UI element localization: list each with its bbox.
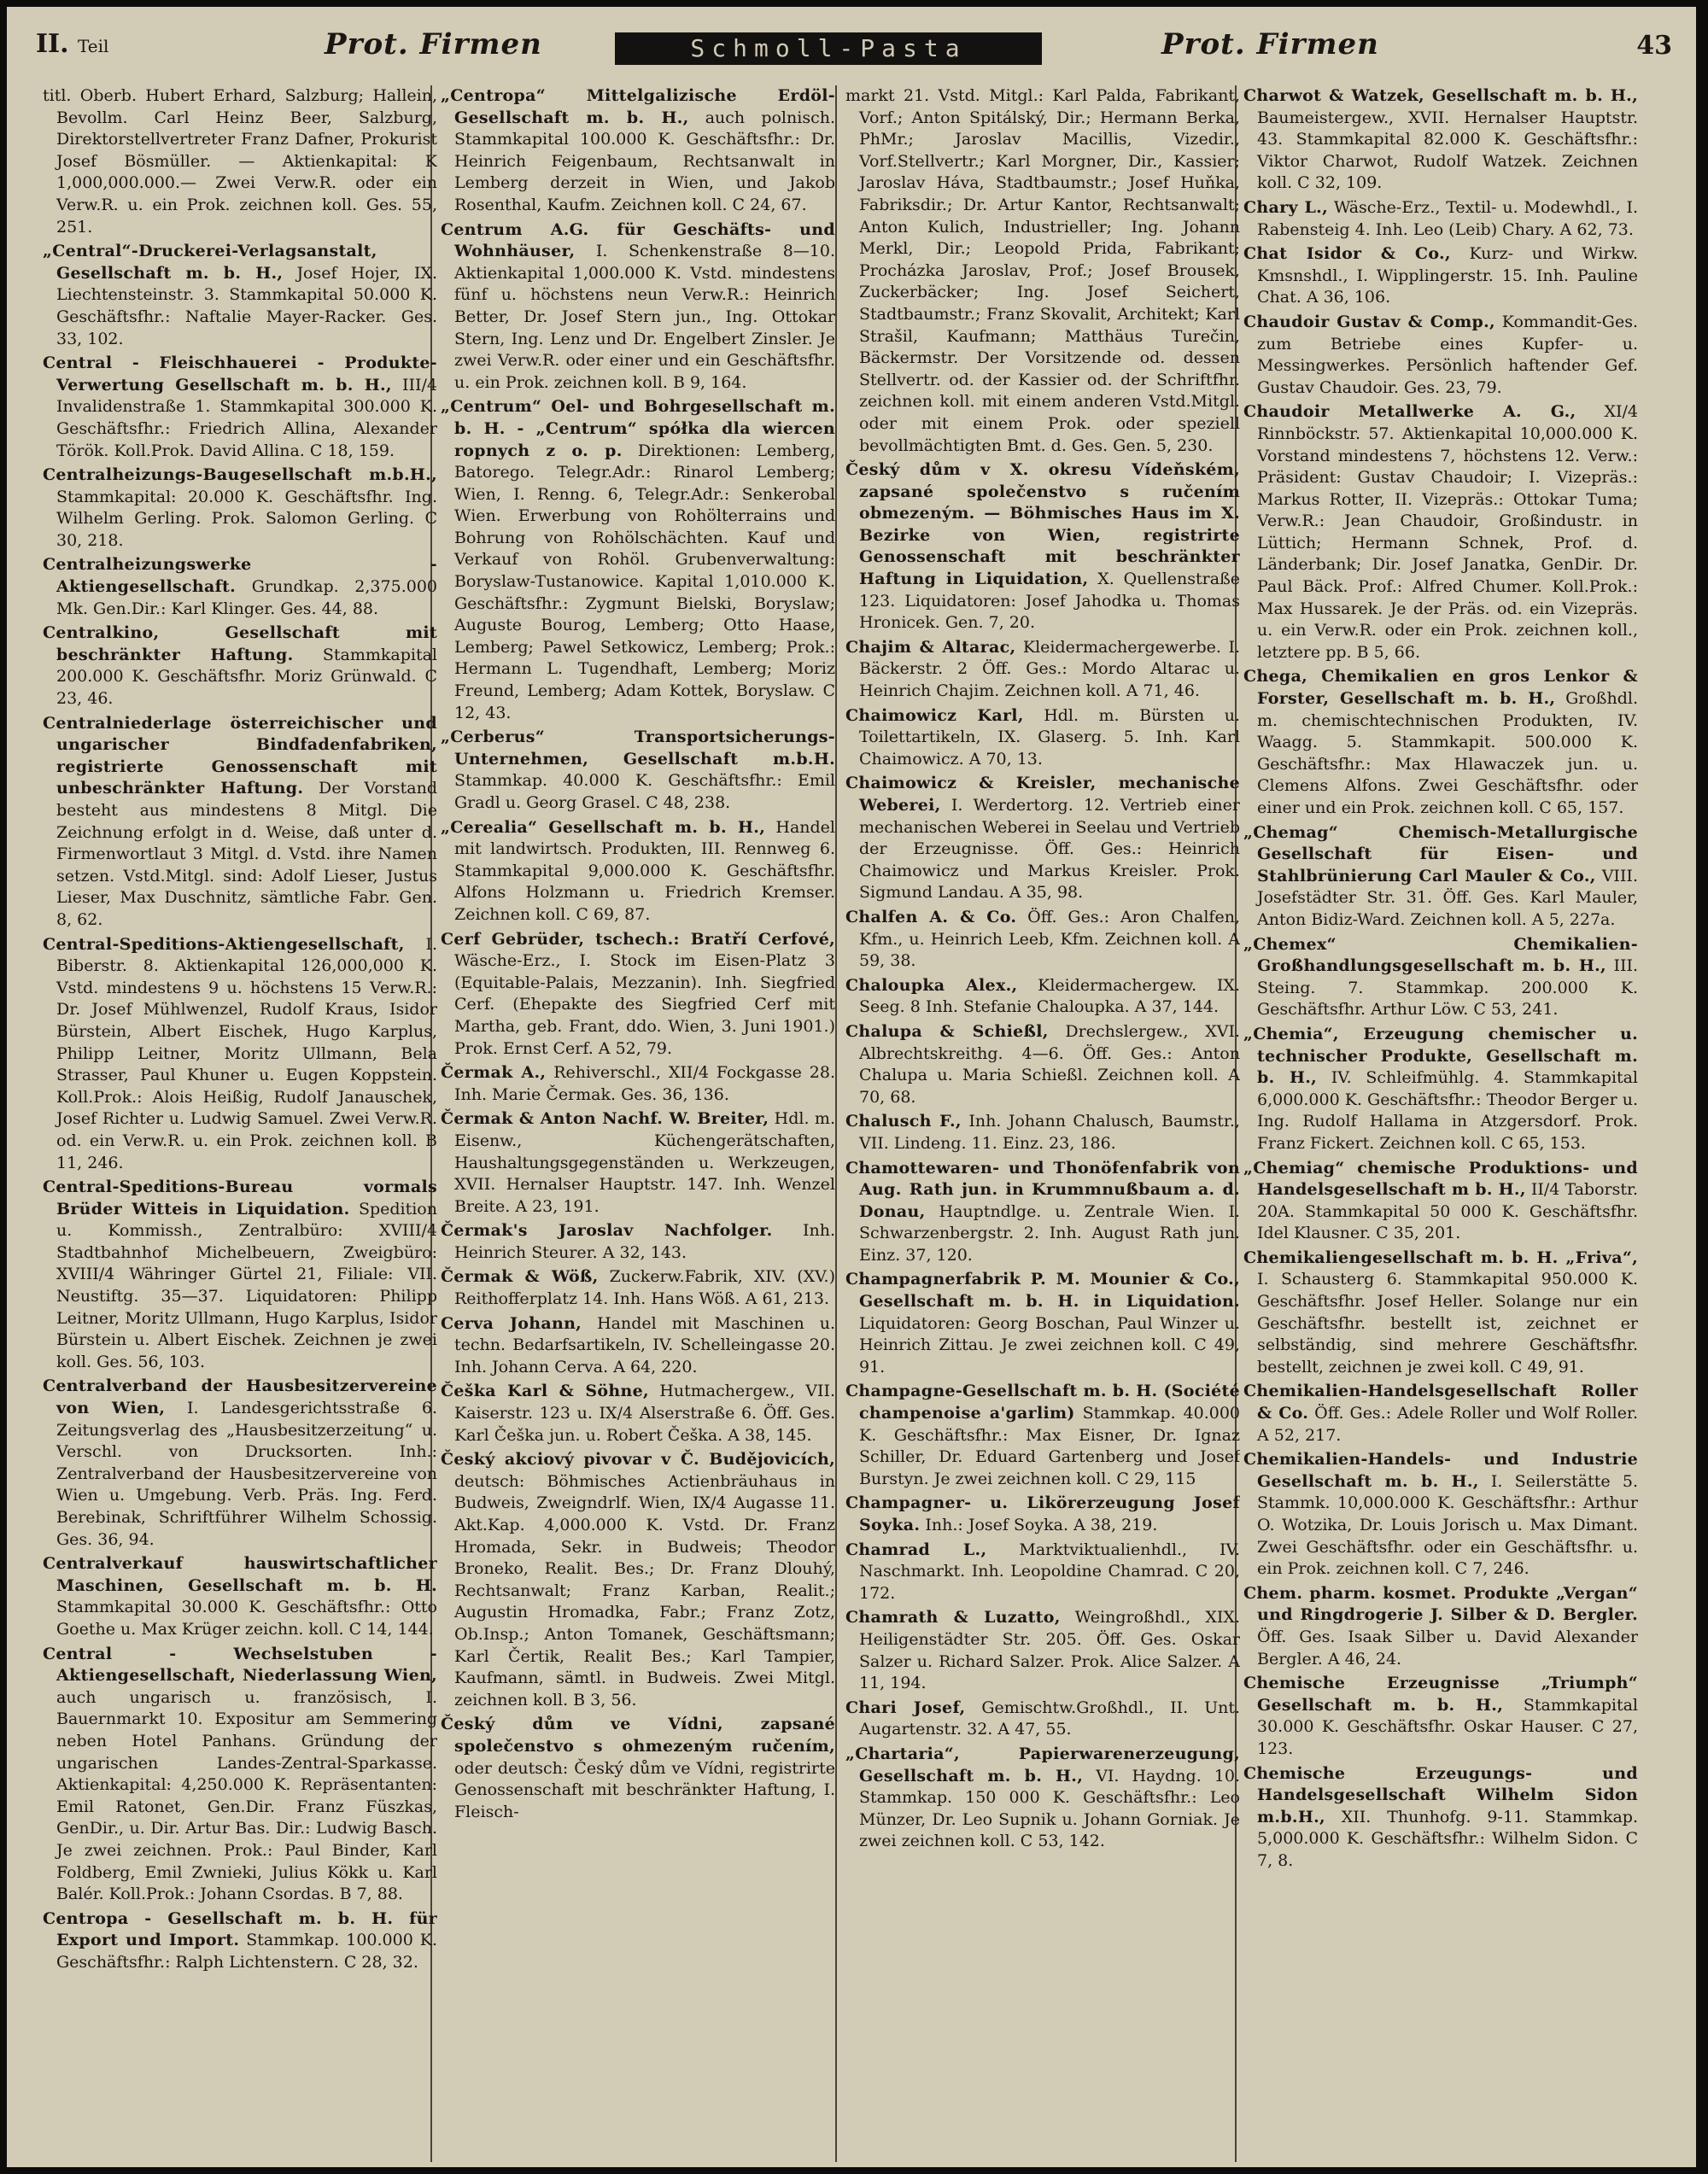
firm-name: Chamottewaren- und Thonöfenfabrik von Aug. Rath jun. in Krummnußbaum a. d. Donau,	[845, 1158, 1240, 1221]
directory-entry	[43, 1644, 437, 1906]
firm-details: Inh. Heinrich Steurer. A 32, 143.	[454, 1221, 835, 1262]
firm-details: Der Vorstand besteht aus mindestens 8 Mitgl. Die Zeichnung erfolgt in d. Weise, daß unter d. Firmenwortlaut 3 Mitgl. d. Vstd. ihre Namen setzen. Vstd.Mitgl. sind: Adolf Lieser, Justus Lieser, Max Duschnitz, sämtliche Fabr. Gen. 8, 62.	[56, 779, 437, 929]
firm-name: Central - Wechselstuben - Aktiengesellschaft, Niederlassung Wien,	[43, 1644, 437, 1686]
directory-entry	[43, 713, 437, 932]
directory-entry	[845, 907, 1240, 973]
firm-details: Großhdl. m. chemischtechnischen Produkten, IV. Waagg. 5. Stammkapit. 500.000 K. Geschäftsfhr.: Max Hlawaczek jun. u. Clemens Alfons. Zwei Geschäftsfhr. oder einer und ein Prok. zeichnen koll. C 65, 157.	[1257, 689, 1638, 817]
firm-details: Grundkap. 2,375.000 Mk. Gen.Dir.: Karl Klinger. Ges. 44, 88.	[56, 577, 437, 618]
firm-details: I. Seilerstätte 5. Stammk. 10,000.000 K. Geschäftsfhr.: Arthur O. Wotzika, Dr. Louis Jorisch u. Max Dimant. Zwei Geschäftsfhr. oder ein Geschäftsfhr. u. ein Prok. zeichnen koll. C 7, 246.	[1257, 1471, 1638, 1579]
directory-entry	[441, 1062, 835, 1106]
directory-entry	[1243, 1673, 1638, 1760]
directory-entry	[845, 459, 1240, 634]
firm-details: Öff. Ges.: Adele Roller und Wolf Roller. A 52, 217.	[1257, 1404, 1638, 1445]
firm-name: Chaudoir Gustav & Comp.,	[1243, 312, 1495, 331]
directory-entry	[1243, 1024, 1638, 1155]
directory-entry	[1243, 197, 1638, 241]
directory-entry	[1243, 1158, 1638, 1245]
firm-name: Chajim & Altarac,	[845, 637, 1016, 657]
directory-entry	[43, 1553, 437, 1640]
firm-name: Centrum A.G. für Geschäfts- und Wohnhäuser,	[441, 219, 835, 261]
firm-name: Central - Fleischhauerei - Produkte-Verwertung Gesellschaft m. b. H.,	[43, 354, 437, 394]
directory-entry	[845, 85, 1240, 457]
directory-entry	[845, 1607, 1240, 1694]
firm-details: Hdl. m. Bürsten u. Toilettartikeln, IX. Glaserg. 5. Inh. Karl Chaimowicz. A 70, 13.	[859, 705, 1240, 768]
firm-name: Chalusch F.,	[845, 1112, 962, 1131]
firm-name: Centralverband der Hausbesitzervereine von Wien,	[43, 1376, 437, 1418]
directory-entry	[43, 934, 437, 1175]
firm-name: Chemikalien-Handels- und Industrie Gesellschaft m. b. H.,	[1243, 1450, 1638, 1491]
firm-details: auch polnisch. Stammkapital 100.000 K. Geschäftsfhr.: Dr. Heinrich Feigenbaum, Rechtsanwalt in Lemberg derzeit in Wien, und Jakob Rosenthal, Kaufm. Zeichnen koll. C 24, 67.	[454, 108, 835, 214]
firm-name: Charwot & Watzek, Gesellschaft m. b. H.,	[1243, 86, 1638, 105]
firm-name: Chega, Chemikalien en gros Lenkor & Forster, Gesellschaft m. b. H.,	[1243, 667, 1638, 709]
firm-details: deutsch: Böhmisches Actienbräuhaus in Budweis, Zweigndrlf. Wien, IX/4 Augasse 11. Akt.Kap. 4,000.000 K. Vstd. Dr. Franz Hromada, Sekr. in Budweis; Theodor Broneko, Realit. Bes.; Dr. Franz Dlouhý, Rechtsanwalt; Franz Karban, Realit.; Augustin Hromadka, Fabr.; Franz Zotz, Ob.Insp.; Anton Tomanek, Geschäftsmann; Karl Čertik, Realit Bes.; Karl Tampier, Kaufmann, sämtl. in Budweis. Zwei Mitgl. zeichnen koll. B 3, 56.	[454, 1471, 835, 1709]
directory-entry	[845, 1111, 1240, 1154]
directory-entry	[441, 817, 835, 926]
firm-name: Champagnerfabrik P. M. Mounier & Co., Gesellschaft m. b. H. in Liquidation.	[845, 1270, 1240, 1312]
directory-entry	[441, 219, 835, 394]
firm-details: Kurz- und Wirkw. Kmsnshdl., I. Wipplingerstr. 15. Inh. Pauline Chat. A 36, 106.	[1257, 244, 1638, 307]
firm-details: Öff. Ges. Isaak Silber u. David Alexander Bergler. A 46, 24.	[1257, 1627, 1638, 1668]
firm-name: Čermak & Wöß,	[441, 1267, 599, 1287]
firm-name: Central-Speditions-Bureau vormals Brüder Witteis in Liquidation.	[43, 1178, 437, 1218]
firm-name: „Chemiag“ chemische Produktions- und Handelsgesellschaft m b. H.,	[1243, 1158, 1638, 1200]
firm-details: VIII. Josefstädter Str. 31. Öff. Ges. Karl Mauler, Anton Bidiz-Ward. Zeichnen koll. A 5, 227a.	[1257, 866, 1638, 929]
directory-entry	[1243, 1763, 1638, 1873]
firm-details: Rehiverschl., XII/4 Fockgasse 28. Inh. Marie Čermak. Ges. 36, 136.	[454, 1063, 835, 1104]
firm-name: Centralniederlage österreichischer und ungarischer Bindfadenfabriken, registrierte Genossenschaft mit unbeschränkter Haftung.	[43, 713, 437, 798]
directory-entry	[845, 773, 1240, 904]
section-title-left: Prot. Firmen	[325, 27, 542, 61]
firm-name: „Chemia“, Erzeugung chemischer u. technischer Produkte, Gesellschaft m. b. H.,	[1243, 1024, 1638, 1088]
firm-details: Stammkap. 40.000 K. Geschäftsfhr.: Emil Gradl u. Georg Grasel. C 48, 238.	[454, 771, 835, 812]
firm-details: I. Schausterg 6. Stammkapital 950.000 K. Geschäftsfhr. Josef Heller. Solange nur ein Geschäftsfhr. bestellt ist, zeichnet er selbständig, sind mehrere Geschäftsfhr. bestellt, zeichnen je zwei koll. C 49, 91.	[1257, 1270, 1638, 1376]
firm-name: Central-Speditions-Aktiengesellschaft,	[43, 934, 405, 954]
directory-entry	[845, 1021, 1240, 1108]
page-number: 43	[1636, 31, 1672, 61]
firm-name: Chat Isidor & Co.,	[1243, 244, 1451, 264]
directory-entry	[845, 1158, 1240, 1267]
firm-details: Stammkap. 40.000 K. Geschäftsfhr.: Max Eisner, Dr. Ignaz Schiller, Dr. Eduard Gartenberg und Josef Burstyn. Je zwei zeichnen koll. C 29, 115	[859, 1404, 1240, 1488]
directory-entry	[43, 465, 437, 552]
firm-details: I. Biberstr. 8. Aktienkapital 126,000,000 K. Vstd. mindestens 9 u. höchstens 15 Verw.R.: Dr. Josef Mühlwenzel, Rudolf Kraus, Isidor Bürstein, Albert Eischek, Hugo Karplus, Philipp Leitner, Moritz Ullmann, Bela Strasser, Paul Khuner u. Eugen Koppstein. Koll.Prok.: Alois Heißig, Rudolf Janauschek, Josef Richter u. Ludwig Samuel. Zwei Verw.R. od. ein Verw.R. u. ein Prok. zeichnen koll. B 11, 246.	[56, 934, 437, 1172]
firm-details: III/4 Invalidenstraße 1. Stammkapital 300.000 K. Geschäftsfhr.: Friedrich Allina, Alexander Török. Koll.Prok. David Allina. C 18, 159.	[56, 375, 437, 460]
part-label: II. Teil	[36, 29, 109, 59]
firm-name: Centropa - Gesellschaft m. b. H. für Export und Import.	[43, 1908, 437, 1950]
directory-entry	[441, 1313, 835, 1379]
firm-name: „Chemex“ Chemikalien-Großhandlungsgesellschaft m. b. H.,	[1243, 934, 1638, 976]
firm-name: „Chemag“ Chemisch-Metallurgische Gesellschaft für Eisen- und Stahlbrünierung Carl Mauler & Co.,	[1243, 822, 1638, 885]
firm-name: Český dům ve Vídni, zapsané společenstvo s ohmezeným ručením,	[441, 1715, 835, 1756]
firm-details: Kommandit-Ges. zum Betriebe eines Kupfer- u. Messingwerkes. Persönlich haftender Gef. Gustav Chaudoir. Ges. 23, 79.	[1257, 312, 1638, 397]
firm-name: Cerva Johann,	[441, 1313, 582, 1333]
directory-entry	[43, 554, 437, 620]
directory-entry	[441, 929, 835, 1061]
firm-details: VI. Haydng. 10. Stammkap. 150 000 K. Geschäftsfhr.: Leo Münzer, Dr. Leo Supnik u. Johann Gorniak. Je zwei zeichnen koll. C 53, 142.	[859, 1766, 1240, 1851]
directory-entry	[1243, 312, 1638, 399]
firm-name: Chari Josef,	[845, 1698, 966, 1717]
firm-details: Baumeistergew., XVII. Hernalser Hauptstr. 43. Stammkapital 82.000 K. Geschäftsfhr.: Viktor Charwot, Rudolf Watzek. Zeichnen koll. C 32, 109.	[1257, 108, 1638, 193]
firm-details: Zuckerw.Fabrik, XIV. (XV.) Reithofferplatz 14. Inh. Hans Wöß. A 61, 213.	[454, 1267, 835, 1309]
firm-details: XII. Thunhofg. 9-11. Stammkap. 5,000.000 K. Geschäftsfhr.: Wilhelm Sidon. C 7, 8.	[1257, 1807, 1638, 1870]
directory-entry	[845, 1381, 1240, 1490]
directory-entry	[845, 975, 1240, 1019]
firm-details: Wäsche-Erz., Textil- u. Modewhdl., I. Rabensteig 4. Inh. Leo (Leib) Chary. A 62, 73.	[1257, 197, 1638, 239]
column-4	[1243, 85, 1638, 2162]
firm-details: XI/4 Rinnböckstr. 57. Aktienkapital 10,000.000 K. Vorstand mindestens 7, höchstens 12. Verw.: Präsident: Gustav Chaudoir; I. Vizepräs.: Markus Rotter, II. Vizepräs.: Ottokar Tuma; Verw.R.: Jean Chaudoir, Großindustr. in Lüttich; Hermann Schnek, Prof. d. Länderbank; Dir. Josef Janatka, GenDir. Dr. Paul Bäck. Prof.: Alfred Chumer. Koll.Prok.: Max Hussarek. Je der Präs. od. ein Vizepräs. u. ein Verw.R. oder ein Prok. zeichnen koll., letztere pp. B 5, 66.	[1257, 402, 1638, 662]
firm-name: Český akciový pivovar v Č. Budějovicích,	[441, 1450, 835, 1470]
directory-entry	[1243, 1583, 1638, 1670]
firm-name: Český dům v X. okresu Vídeňském, zapsané společenstvo s ručením obmezeným. — Böhmisches Haus im X. Bezirke von Wien, registrirte Genossenschaft mit beschränkter Haftung in Liquidation,	[845, 460, 1240, 589]
directory-entry	[1243, 822, 1638, 932]
firm-name: Champagner- u. Likörerzeugung Josef Soyka.	[845, 1493, 1240, 1534]
firm-name: Chaimowicz Karl,	[845, 705, 1024, 725]
firm-details: Spedition u. Kommissh., Zentralbüro: XVIII/4 Stadtbahnhof Michelbeuern, Zweigbüro: XVIII/4 Währinger Gürtel 21, Filiale: VII. Neustiftg. 35—37. Liquidatoren: Philipp Leitner, Moritz Ullmann, Hugo Karplus, Isidor Bürstein u. Albert Eischek. Zeichnen je zwei koll. Ges. 56, 103.	[56, 1199, 437, 1371]
directory-entry	[441, 85, 835, 217]
directory-entry	[441, 396, 835, 724]
firm-details: Stammkap. 100.000 K. Geschäftsfhr.: Ralph Lichtenstern. C 28, 32.	[56, 1931, 437, 1972]
column-3	[845, 85, 1240, 2162]
firm-name: „Centrum“ Oel- und Bohrgesellschaft m. b. H. - „Centrum“ spółka dla wiercen ropnych z o. p.	[441, 397, 835, 460]
firm-details: Stammkapital 30.000 K. Geschäftsfhr. Oskar Hauser. C 27, 123.	[1257, 1695, 1638, 1758]
firm-details: markt 21. Vstd. Mitgl.: Karl Palda, Fabrikant, Vorf.; Anton Spitálský, Dir.; Hermann Berka, PhMr.; Jaroslav Macillis, Vizedir., Vorf.Stellvertr.; Karl Morgner, Dir., Kassier; Jaroslav Háva, Stadtbaumstr.; Josef Huňka, Fabriksdir.; Dr. Artur Kantor, Rechtsanwalt; Anton Kulich, Industrieller; Ing. Johann Merkl, Dir.; Leopold Prida, Fabrikant; Procházka Jaroslav, Prof.; Josef Brousek, Zuckerbäcker; Ing. Josef Seichert, Stadtbaumstr.; Franz Skovalit, Architekt; Karl Strašil, Kaufmann; Matthäus Turečin, Bäckermstr. Der Vorsitzende od. dessen Stellvertr. od. der Kassier od. der Schriftfhr. zeichnen koll. mit einem anderen Vstd.Mitgl. oder mit einem Prok. oder speziell bevollmächtigten Bmt. d. Ges. Gen. 5, 230.	[845, 86, 1240, 455]
firm-name: „Chartaria“, Papierwarenerzeugung, Gesellschaft m. b. H.,	[845, 1744, 1240, 1785]
firm-name: Čermak A.,	[441, 1063, 547, 1083]
column-2	[441, 85, 835, 2162]
page-header	[7, 7, 1696, 73]
directory-entry	[1243, 401, 1638, 663]
firm-name: Cerf Gebrüder, tschech.: Bratří Cerfové,	[441, 929, 835, 949]
directory-entry	[845, 1698, 1240, 1741]
directory-entry	[441, 1266, 835, 1310]
firm-details: Hauptndlge. u. Zentrale Wien. I. Schwarzenbergstr. 2. Inh. August Rath jun. Einz. 37, 120.	[859, 1201, 1240, 1265]
directory-entry	[43, 622, 437, 710]
firm-details: Wäsche-Erz., I. Stock im Eisen-Platz 3 (Equitable-Palais, Mezzanin). Inh. Siegfried Cerf. (Ehepakte des Siegfried Cerf mit Martha, geb. Frant, ddo. Wien, 3. Juni 1901.) Prok. Ernst Cerf. A 52, 79.	[454, 951, 835, 1058]
directory-entry	[441, 727, 835, 814]
firm-details: Kleidermachergew. IX. Seeg. 8 Inh. Stefanie Chaloupka. A 37, 144.	[859, 975, 1240, 1017]
firm-name: Chemische Erzeugungs- und Handelsgesellschaft Wilhelm Sidon m.b.H.,	[1243, 1763, 1638, 1826]
firm-details: Kleidermachergewerbe. I. Bäckerstr. 2 Öff. Ges.: Mordo Altarac u. Heinrich Chajim. Zeichnen koll. A 71, 46.	[859, 637, 1240, 701]
firm-name: Centralkino, Gesellschaft mit beschränkter Haftung.	[43, 623, 437, 664]
firm-details: Gemischtw.Großhdl., II. Unt. Augartenstr. 32. A 47, 55.	[859, 1698, 1240, 1739]
firm-details: Hutmachergew., VII. Kaiserstr. 123 u. IX/4 Alserstraße 6. Öff. Ges. Karl Češka jun. u. Robert Češka. A 38, 145.	[454, 1382, 835, 1445]
firm-details: I. Landesgerichtsstraße 6. Zeitungsverlag des „Hausbesitzerzeitung“ u. Verschl. von Drucksorten. Inh.: Zentralverband der Hausbesitzervereine von Wien u. Umgebung. Verb. Präs. Ing. Ferd. Berebinak, Schriftführer Wilhelm Schossig. Ges. 36, 94.	[56, 1399, 437, 1549]
firm-name: Chalfen A. & Co.	[845, 907, 1017, 926]
firm-details: oder deutsch: Český dům ve Vídni, registrirte Genossenschaft mit beschränkter Haftung, I. Fleisch-	[454, 1758, 835, 1821]
firm-details: X. Quellenstraße 123. Liquidatoren: Josef Jahodka u. Thomas Hronicek. Gen. 7, 20.	[859, 570, 1240, 633]
directory-entry	[1243, 243, 1638, 309]
firm-details: auch ungarisch u. französisch, I. Bauernmarkt 10. Expositur am Semmering neben Hotel Panhans. Gründung der ungarischen Landes-Zentral-Sparkasse. Aktienkapital: 4,250.000 K. Repräsentanten: Emil Ratonet, Gen.Dir. Franz Füszkas, GenDir., u. Dir. Artur Bas. Dir.: Ludwig Basch. Je zwei zeichnen. Prok.: Paul Binder, Karl Foldberg, Emil Zwnieki, Julius Kökk u. Karl Balér. Koll.Prok.: Johann Csordas. B 7, 88.	[56, 1687, 437, 1904]
directory-entry	[1243, 934, 1638, 1021]
firm-name: Champagne-Gesellschaft m. b. H. (Société champenoise a'garlim)	[845, 1382, 1240, 1423]
directory-entry	[845, 1493, 1240, 1536]
firm-details: Stammkapital: 20.000 K. Geschäftsfhr. Ing. Wilhelm Gerling. Prok. Salomon Gerling. C 30, 218.	[56, 487, 437, 550]
directory-entry	[441, 1220, 835, 1264]
firm-details: II/4 Taborstr. 20A. Stammkapital 50 000 K. Geschäftsfhr. Idel Klausner. C 35, 201.	[1257, 1180, 1638, 1243]
firm-name: Centralverkauf hauswirtschaftlicher Maschinen, Gesellschaft m. b. H.	[43, 1554, 437, 1595]
firm-details: Liquidatoren: Georg Boschan, Paul Winzer u. Heinrich Zittau. Je zwei zeichnen koll. C 49, 91.	[859, 1313, 1240, 1376]
firm-name: Chamrath & Luzatto,	[845, 1608, 1061, 1628]
firm-name: Chalupa & Schießl,	[845, 1021, 1049, 1041]
section-title-right: Prot. Firmen	[1161, 27, 1379, 61]
firm-name: Centralheizungs-Baugesellschaft m.b.H.,	[43, 465, 437, 485]
firm-name: Čermak's Jaroslav Nachfolger.	[441, 1221, 773, 1241]
directory-entry	[43, 1177, 437, 1373]
directory-entry	[845, 705, 1240, 771]
advertisement-banner: Schmoll-Pasta	[615, 32, 1042, 65]
directory-entry	[43, 1908, 437, 1974]
firm-details: Marktviktualienhdl., IV. Naschmarkt. Inh. Leopoldine Chamrad. C 20, 172.	[859, 1540, 1240, 1603]
directory-entry	[845, 1744, 1240, 1853]
firm-name: Chaudoir Metallwerke A. G.,	[1243, 402, 1576, 422]
firm-details: Direktionen: Lemberg, Batorego. Telegr.Adr.: Rinarol Lemberg; Wien, I. Renng. 6, Telegr.Adr.: Senkerobal Wien. Erwerbung von Rohölterrains und Bohrung von Rohölschächten. Kauf und Verkauf von Rohöl. Grubenverwaltung: Boryslaw-Tustanowice. Kapital 1,010.000 K. Geschäftsfhr.: Zygmunt Bielski, Boryslaw; Auguste Bourog, Lemberg; Otto Haase, Lemberg; Pawel Setkowicz, Lemberg; Prok.: Hermann L. Tugendhaft, Lemberg; Moriz Freund, Lemberg; Adam Kottek, Boryslaw. C 12, 43.	[454, 441, 835, 722]
directory-entry	[441, 1108, 835, 1218]
firm-details: Stammkapital 200.000 K. Geschäftsfhr. Moriz Grünwald. C 23, 46.	[56, 645, 437, 709]
firm-name: Češka Karl & Söhne,	[441, 1382, 649, 1401]
firm-details: Hdl. m. Eisenw., Küchengerätschaften, Haushaltungsgegenständen u. Werkzeugen, XVII. Hernalser Hauptstr. 147. Inh. Wenzel Breite. A 23, 191.	[454, 1109, 835, 1216]
firm-details: Öff. Ges.: Aron Chalfen, Kfm., u. Heinrich Leeb, Kfm. Zeichnen koll. A 59, 38.	[859, 907, 1240, 971]
firm-name: Chamrad L.,	[845, 1540, 987, 1559]
firm-name: Čermak & Anton Nachf. W. Breiter,	[441, 1109, 769, 1129]
directory-entry	[1243, 1248, 1638, 1379]
directory-entry	[1243, 1449, 1638, 1581]
firm-name: Chemische Erzeugnisse „Triumph“ Gesellschaft m. b. H.,	[1243, 1674, 1638, 1715]
column-1	[43, 85, 437, 2162]
firm-details: IV. Schleifmühlg. 4. Stammkapital 6,000.000 K. Geschäftsfhr.: Theodor Berger u. Ing. Rudolf Hallama in Atzgersdorf. Prok. Franz Fickert. Zeichnen koll. C 65, 153.	[1257, 1068, 1638, 1153]
firm-name: Chemikaliengesellschaft m. b. H. „Friva“,	[1243, 1248, 1638, 1267]
directory-entry	[1243, 85, 1638, 195]
firm-details: Inh.: Josef Soyka. A 38, 219.	[925, 1516, 1158, 1534]
directory-entry	[43, 353, 437, 462]
firm-name: Chem. pharm. kosmet. Produkte „Vergan“ und Ringdrogerie J. Silber & D. Bergler.	[1243, 1583, 1638, 1625]
firm-name: Centralheizungswerke - Aktiengesellschaft.	[43, 555, 437, 597]
firm-details: I. Schenkenstraße 8—10. Aktienkapital 1,000.000 K. Vstd. mindestens fünf u. höchstens neun Verw.R.: Heinrich Better, Dr. Josef Stern jun., Ing. Ottokar Stern, Ing. Lenz und Dr. Engelbert Zinsler. Je zwei Verw.R. oder einer und ein Geschäftsfhr. u. ein Prok. zeichnen koll. B 9, 164.	[454, 242, 835, 392]
firm-details: Handel mit landwirtsch. Produkten, III. Rennweg 6. Stammkapital 9,000.000 K. Geschäftsfhr. Alfons Holzmann u. Friedrich Kremser. Zeichnen koll. C 69, 87.	[454, 817, 835, 924]
directory-entry	[43, 85, 437, 238]
firm-details: Weingroßhdl., XIX. Heiligenstädter Str. 205. Öff. Ges. Oskar Salzer u. Richard Salzer. Prok. Alice Salzer. A 11, 194.	[859, 1608, 1240, 1693]
firm-details: Stammkapital 30.000 K. Geschäftsfhr.: Otto Goethe u. Max Krüger zeichn. koll. C 14, 144.	[56, 1598, 437, 1639]
firm-name: „Cerealia“ Gesellschaft m. b. H.,	[441, 817, 766, 837]
directory-entry	[845, 637, 1240, 703]
firm-name: Chemikalien-Handelsgesellschaft Roller & Co.	[1243, 1382, 1638, 1423]
firm-details: Handel mit Maschinen u. techn. Bedarfsartikeln, IV. Schelleingasse 20. Inh. Johann Cerva. A 64, 220.	[454, 1313, 835, 1376]
directory-entry	[441, 1381, 835, 1446]
directory-entry	[845, 1540, 1240, 1605]
firm-name: Chary L.,	[1243, 197, 1328, 217]
firm-details: Drechslergew., XVI. Albrechtskreithg. 4—6. Öff. Ges.: Anton Chalupa u. Maria Schießl. Zeichnen koll. A 70, 68.	[859, 1021, 1240, 1107]
firm-name: „Centropa“ Mittelgalizische Erdöl-Gesellschaft m. b. H.,	[441, 86, 835, 127]
directory-entry	[43, 1376, 437, 1551]
column-divider	[835, 85, 837, 2162]
firm-name: Chaimowicz & Kreisler, mechanische Weberei,	[845, 774, 1240, 815]
firm-name: „Cerberus“ Transportsicherungs-Unternehmen, Gesellschaft m.b.H.	[441, 728, 835, 768]
firm-details: III. Steing. 7. Stammkap. 200.000 K. Geschäftsfhr. Arthur Löw. C 53, 241.	[1257, 956, 1638, 1020]
directory-entry	[1243, 1381, 1638, 1446]
firm-details: Inh. Johann Chalusch, Baumstr., VII. Lindeng. 11. Einz. 23, 186.	[859, 1112, 1240, 1153]
directory-page	[7, 7, 1696, 2167]
directory-entry	[43, 241, 437, 350]
directory-entry	[1243, 666, 1638, 819]
firm-details: Josef Hojer, IX. Liechtensteinstr. 3. Stammkapital 50.000 K. Geschäftsfhr.: Naftalie Mayer-Racker. Ges. 33, 102.	[56, 263, 437, 348]
firm-name: „Central“-Druckerei-Verlagsanstalt, Gesellschaft m. b. H.,	[43, 242, 377, 283]
directory-entry	[441, 1449, 835, 1711]
firm-details: I. Werdertorg. 12. Vertrieb einer mechanischen Weberei in Seelau und Vertrieb der Erzeugnisse. Öff. Ges.: Heinrich Chaimowicz und Markus Kreisler. Prok. Sigmund Landau. A 35, 98.	[859, 796, 1240, 903]
firm-name: Chaloupka Alex.,	[845, 975, 1018, 995]
firm-details: titl. Oberb. Hubert Erhard, Salzburg; Hallein, Bevollm. Carl Heinz Beer, Salzburg, Direktorstellvertreter Franz Dafner, Prokurist Josef Bösmüller. — Aktienkapital: K 1,000,000.000.— Zwei Verw.R. oder ein Verw.R. u. ein Prok. zeichnen koll. Ges. 55, 251.	[43, 86, 437, 237]
directory-entry	[441, 1714, 835, 1823]
directory-entry	[845, 1269, 1240, 1378]
